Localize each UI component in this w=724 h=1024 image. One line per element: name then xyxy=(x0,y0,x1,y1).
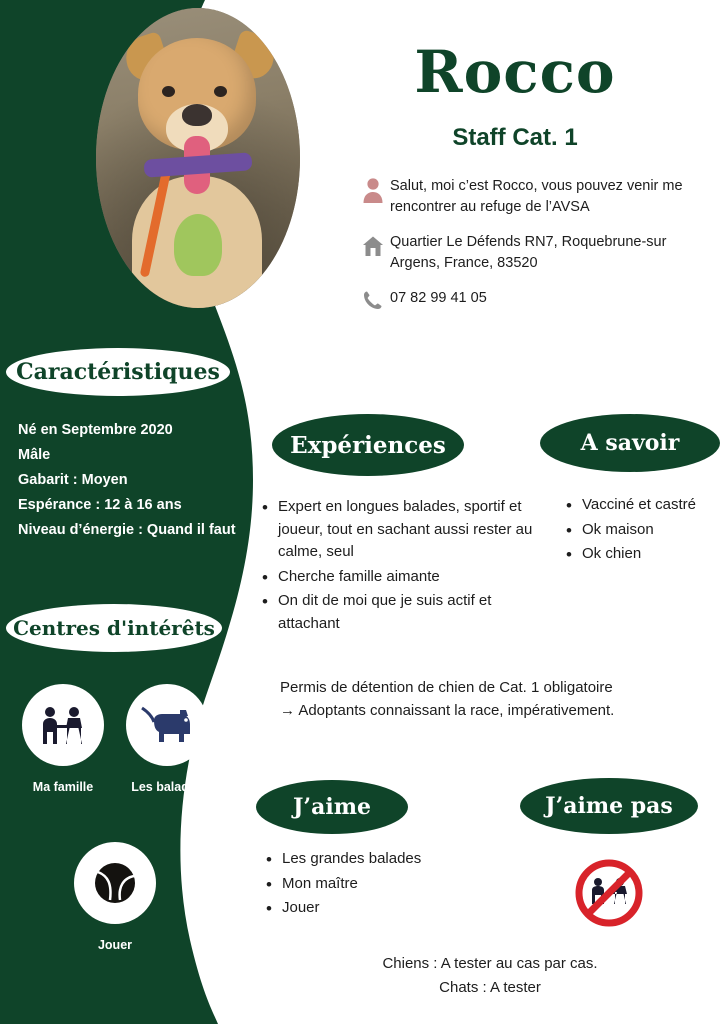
home-icon xyxy=(356,232,390,258)
contact-row-intro xyxy=(356,176,696,218)
like-item: • Les grandes balades xyxy=(266,848,496,871)
interest-label-play: Jouer xyxy=(97,938,133,952)
characteristics-list xyxy=(18,418,268,543)
no-children-icon xyxy=(572,856,646,930)
permit-line-1: Permis de détention de chien de Cat. 1 obligatoire xyxy=(280,679,613,696)
page-title: Rocco xyxy=(414,38,616,106)
permit-line-2: → Adoptants connaissant la race, impérativement. xyxy=(280,702,615,720)
contact-block xyxy=(356,176,696,324)
footer-line-cats: Chats : A tester xyxy=(439,979,541,996)
a-savoir-item: • Ok chien xyxy=(566,543,724,566)
phone-icon xyxy=(356,288,390,310)
tennis-ball-icon xyxy=(74,842,156,924)
like-item: • Mon maître xyxy=(266,873,496,896)
likes-heading: J’aime xyxy=(256,780,408,834)
footer-line-dogs: Chiens : A tester au cas par cas. xyxy=(382,955,598,972)
characteristic-item: Né en Septembre 2020 xyxy=(18,422,173,438)
experience-item: • On dit de moi que je suis actif et attachant xyxy=(262,590,552,635)
dog-photo xyxy=(96,8,300,308)
contact-row-phone xyxy=(356,288,696,310)
permit-note xyxy=(280,676,700,723)
dog-eye-left xyxy=(162,86,175,97)
contact-row-address xyxy=(356,232,696,274)
characteristics-heading: Caractéristiques xyxy=(6,348,230,396)
person-icon xyxy=(356,176,390,204)
interest-label-family: Ma famille xyxy=(32,780,94,794)
a-savoir-list xyxy=(566,494,724,568)
interests-heading: Centres d'intérêts xyxy=(6,604,222,652)
contact-address-text: Quartier Le Défends RN7, Roquebrune-sur Argens, France, 83520 xyxy=(390,234,667,272)
family-icon xyxy=(22,684,104,766)
characteristic-item: Gabarit : Moyen xyxy=(18,471,128,488)
breed-category: Staff Cat. 1 xyxy=(452,124,578,151)
experiences-list xyxy=(262,496,552,637)
contact-intro-text: Salut, moi c’est Rocco, vous pouvez venir me rencontrer au refuge de l’AVSA xyxy=(390,178,683,216)
a-savoir-item: • Ok maison xyxy=(566,519,724,542)
a-savoir-item: • Vacciné et castré xyxy=(566,494,724,517)
interest-label-walks: Les balades xyxy=(131,780,203,794)
dislikes-heading: J’aime pas xyxy=(520,778,698,834)
characteristic-item: Mâle xyxy=(18,446,51,463)
dog-toy xyxy=(174,214,222,276)
characteristic-item: Espérance : 12 à 16 ans xyxy=(18,496,182,513)
a-savoir-heading: A savoir xyxy=(540,414,720,472)
footer-notes xyxy=(280,952,700,1000)
dog-nose xyxy=(182,104,212,126)
dog-eye-right xyxy=(214,86,227,97)
likes-list xyxy=(266,848,496,922)
experiences-heading: Expériences xyxy=(272,414,464,476)
characteristic-item: Niveau d’énergie : Quand il faut xyxy=(18,521,236,538)
experience-item: • Expert en longues balades, sportif et joueur, tout en sachant aussi rester au calme, seul xyxy=(262,496,552,564)
like-item: • Jouer xyxy=(266,897,496,920)
experience-item: • Cherche famille aimante xyxy=(262,566,552,589)
contact-phone-text: 07 82 99 41 05 xyxy=(390,290,487,307)
dog-walk-icon xyxy=(126,684,208,766)
